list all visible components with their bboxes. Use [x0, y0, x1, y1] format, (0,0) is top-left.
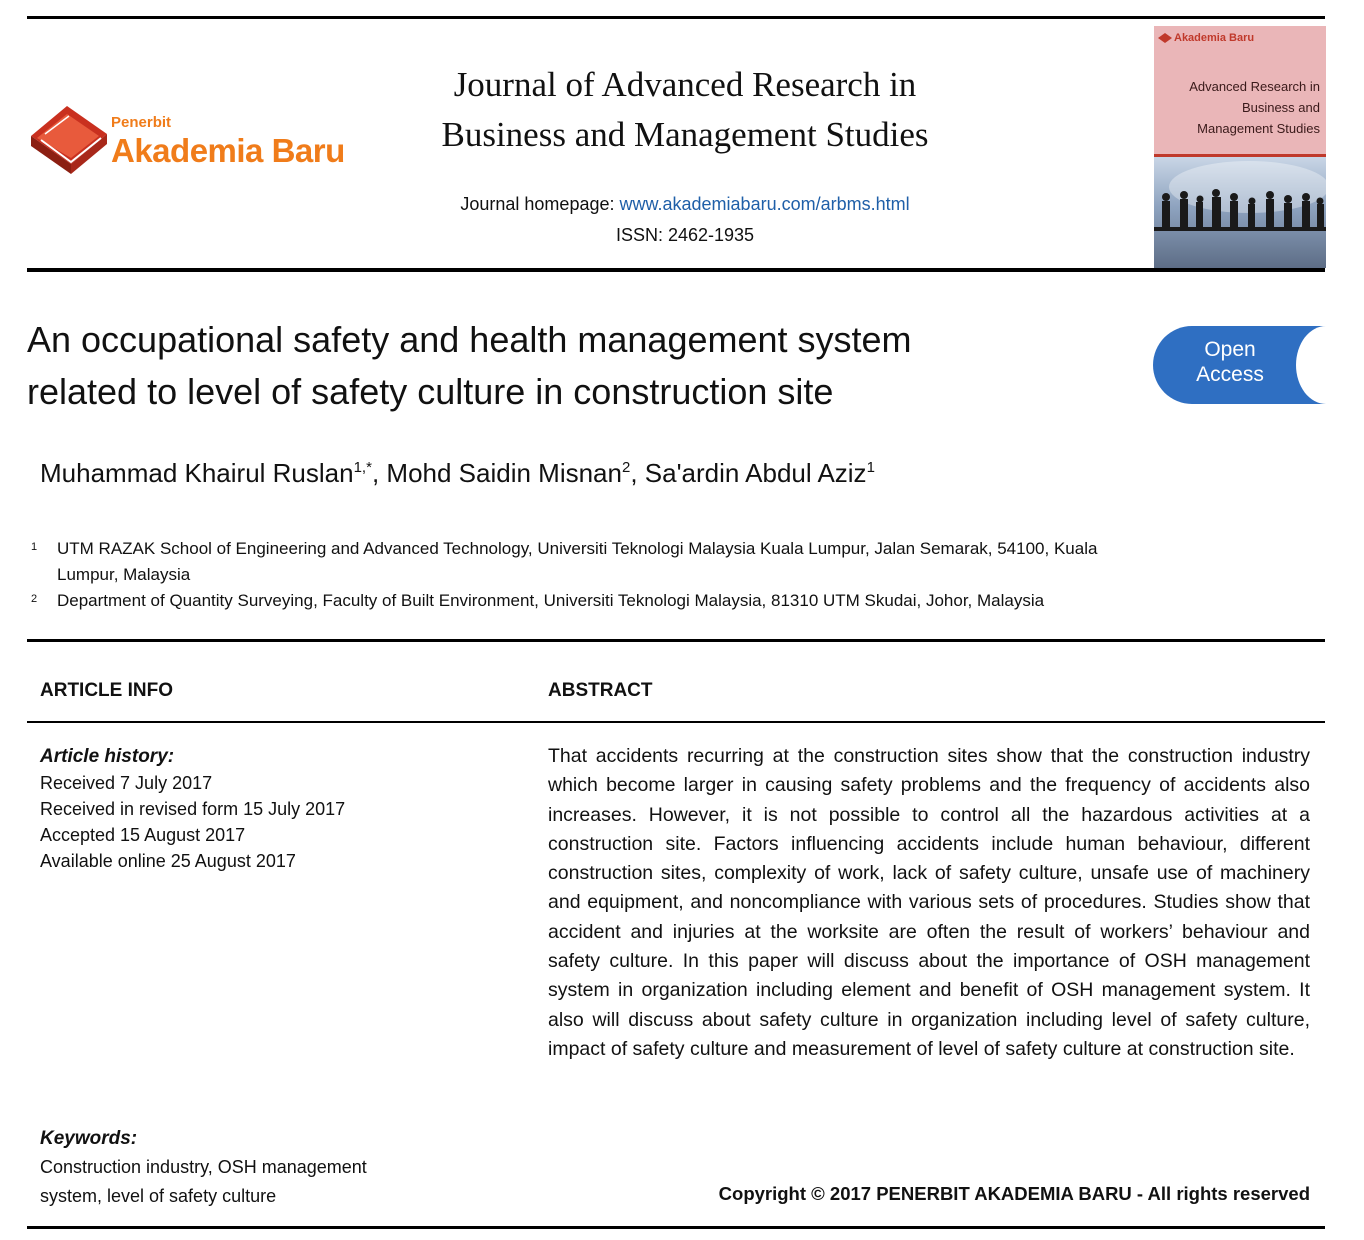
- open-access-line-2: Access: [1196, 363, 1264, 386]
- author-name: Muhammad Khairul Ruslan: [40, 458, 354, 488]
- homepage-label: Journal homepage:: [460, 194, 615, 214]
- journal-title: [380, 60, 990, 160]
- history-accepted: Accepted 15 August 2017: [40, 825, 246, 845]
- copyright-notice: Copyright © 2017 PENERBIT AKADEMIA BARU - All rights reserved: [718, 1183, 1310, 1204]
- article-info-top-rule: [27, 639, 1325, 642]
- cover-title: [1160, 76, 1320, 139]
- history-online: Available online 25 August 2017: [40, 851, 296, 871]
- header-top-rule: [27, 16, 1325, 19]
- affiliation-number: 1: [31, 541, 38, 553]
- author-list: Muhammad Khairul Ruslan$^{1,*}$, Mohd Saidin Misnan$^2$, Sa'ardin Abdul Aziz$^1$: [40, 458, 875, 488]
- abstract-text: That accidents recurring at the construction sites show that the construction industry which become larger in causing safety problems and the frequency of accidents also increases. However, it is not possible to control all the hazardous activities at a construction site. Factors influencing accidents include human behaviour, different construction sites, complexity of work, lack of safety culture, unsafe use of machinery and equipment, and noncompliance with various sets of procedures. Studies show that accident and injuries at the worksite are often the result of workers’ behaviour and safety culture. In this paper will discuss about the importance of OSH management system in organization including element and benefit of OSH management system. It also will discuss about safety culture in organization including level of safety culture, impact of safety culture and measurement of level of safety culture at construction site.: [548, 745, 1310, 1060]
- journal-title-line-1: Journal of Advanced Research in: [453, 65, 917, 104]
- paper-title: [27, 314, 1027, 418]
- author-affiliation-marker: 1,*: [353, 459, 372, 476]
- homepage-link[interactable]: www.akademiabaru.com/arbms.html: [619, 194, 910, 214]
- open-access-line-1: Open: [1204, 338, 1256, 361]
- cover-photo-panel: [1154, 157, 1326, 268]
- cover-title-line-3: Management Studies: [1197, 121, 1320, 136]
- abstract-heading: ABSTRACT: [548, 680, 653, 701]
- keywords: [40, 1124, 367, 1211]
- paper-title-line-1: An occupational safety and health management system: [27, 319, 912, 360]
- publisher-logo: [27, 100, 347, 180]
- affiliation-number: 2: [31, 593, 38, 605]
- author-affiliation-marker: 2: [621, 459, 631, 476]
- publisher-small-label: Penerbit: [111, 114, 172, 131]
- affiliation-1-line-1: UTM RAZAK School of Engineering and Advanced Technology, Universiti Teknologi Malaysia Kuala Lumpur, Jalan Semarak, 54100, Kuala: [57, 539, 1098, 558]
- journal-homepage: [380, 194, 990, 215]
- header-bottom-rule: [27, 268, 1325, 272]
- open-access-label: [1175, 337, 1285, 387]
- article-info-heading: ARTICLE INFO: [40, 680, 173, 701]
- author-name: Sa'ardin Abdul Aziz: [644, 458, 867, 488]
- journal-title-line-2: Business and Management Studies: [441, 115, 929, 154]
- article-info-divider: [27, 721, 1325, 723]
- cover-title-line-1: Advanced Research in: [1189, 79, 1320, 94]
- history-revised: Received in revised form 15 July 2017: [40, 799, 346, 819]
- affiliation-1-line-2: Lumpur, Malaysia: [57, 565, 191, 584]
- paper-title-line-2: related to level of safety culture in construction site: [27, 371, 834, 412]
- affiliation-1: [57, 536, 1307, 588]
- publisher-name: Akademia Baru: [111, 132, 345, 169]
- keywords-label: Keywords:: [40, 1128, 138, 1149]
- affiliation-2: Department of Quantity Surveying, Faculty of Built Environment, Universiti Teknologi Malaysia, 81310 UTM Skudai, Johor, Malaysia: [57, 591, 1045, 610]
- cover-people-silhouettes: [1154, 157, 1326, 268]
- cover-title-line-2: Business and: [1241, 100, 1320, 115]
- history-received: Received 7 July 2017: [40, 773, 213, 793]
- author-name: Mohd Saidin Misnan: [386, 458, 622, 488]
- article-history-label: Article history:: [40, 746, 175, 767]
- book-logo-icon: [27, 100, 111, 180]
- page-bottom-rule: [27, 1226, 1325, 1229]
- keywords-line-2: system, level of safety culture: [40, 1186, 277, 1206]
- cover-logo-text: Akademia Baru: [1174, 32, 1255, 44]
- journal-cover-image: [1154, 26, 1326, 268]
- author-affiliation-marker: 1: [866, 459, 875, 476]
- keywords-line-1: Construction industry, OSH management: [40, 1157, 367, 1177]
- cover-logo-icon: [1157, 32, 1173, 44]
- article-history: [40, 744, 345, 874]
- journal-issn: ISSN: 2462-1935: [615, 225, 755, 245]
